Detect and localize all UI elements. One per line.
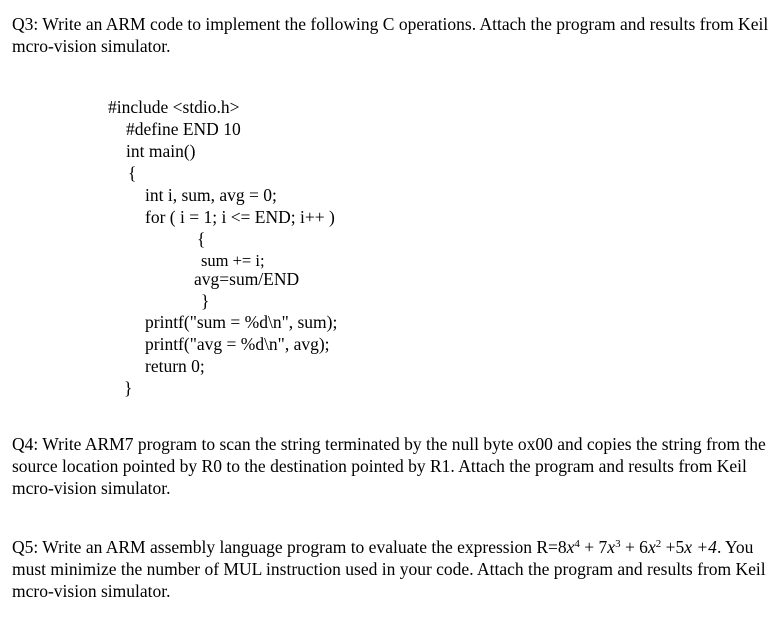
code-line-close-brace: } [124,378,133,398]
code-line-return: return 0; [145,356,205,376]
q5-exp-3: 3 [615,538,621,550]
code-line-avg: avg=sum/END [194,269,300,289]
q5-term-6: + 6 [620,537,648,557]
code-line-printf-sum: printf("sum = %d\n", sum); [145,312,338,332]
code-line-for: for ( i = 1; i <= END; i++ ) [145,207,335,227]
code-line-printf-avg: printf("avg = %d\n", avg); [145,334,330,354]
question-4-text: Q4: Write ARM7 program to scan the string terminated by the null byte ox00 and copies the string from the source location pointed by R0 to the destination pointed by R1. Attach the program and results from Keil mcro-vision simulator. [12,434,766,498]
code-line-open-brace: { [128,163,137,183]
q5-exp-4: 4 [574,538,580,550]
q5-var-x: x [607,537,616,557]
q5-suffix: . You must minimize the number of MUL instruction used in your code. Attach the program and results from Keil mcro-vision simulator. [12,537,766,601]
q5-var-x: x [647,537,656,557]
q5-exp-2: 2 [655,538,662,550]
code-line-declare: int i, sum, avg = 0; [145,185,277,205]
code-line-sum: sum += i; [201,251,265,270]
code-line-loop-open: { [197,229,206,249]
q5-var-x: x [566,537,575,557]
q5-var-x: x [684,537,692,557]
q5-term-4: +4 [696,537,717,557]
code-line-include: #include <stdio.h> [108,97,240,117]
question-5-text [12,536,772,602]
code-line-define: #define END 10 [126,119,241,139]
q5-prefix: Q5: Write an ARM assembly language program to evaluate the expression R=8 [12,537,567,557]
q5-term-5: +5 [661,537,685,557]
code-line-main: int main() [126,141,196,161]
question-3-text: Q3: Write an ARM code to implement the following C operations. Attach the program and results from Keil mcro-vision simulator. [12,14,769,56]
q5-term-7: + 7 [579,537,608,557]
code-line-loop-close: } [201,291,210,311]
